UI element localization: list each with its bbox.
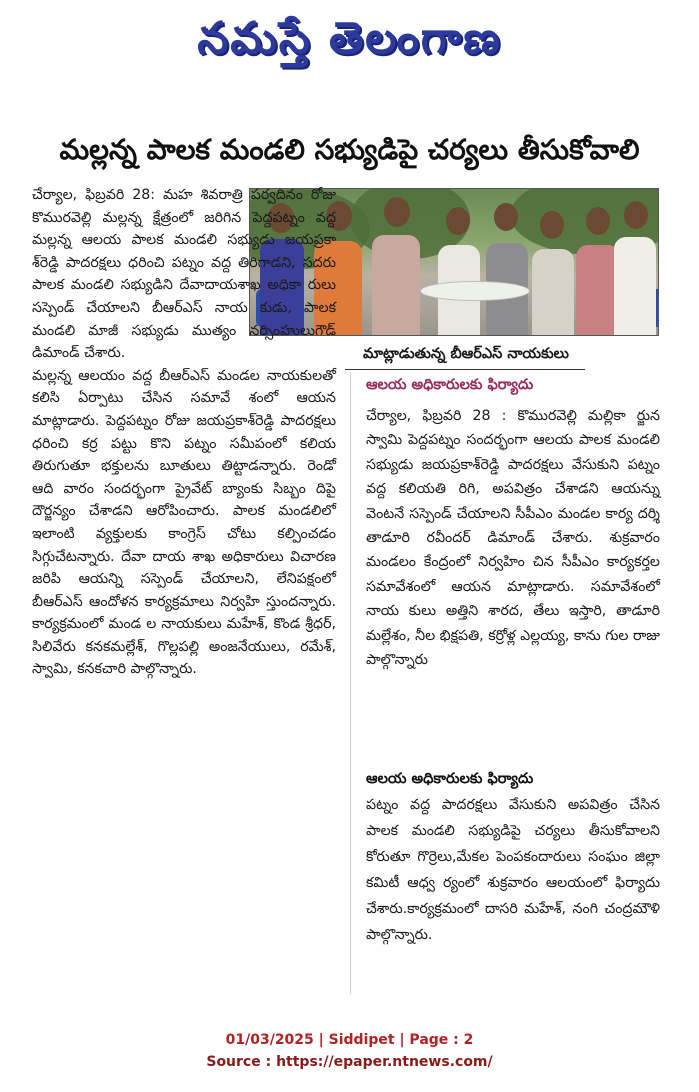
footer-dateline: 01/03/2025 | Siddipet | Page : 2 [225, 1032, 474, 1048]
article-left-column [32, 184, 336, 681]
article-right-column: చేర్యాల, ఫిబ్రవరి 28 : కొమురవెల్లి మల్లికా ర్జున స్వామి పెద్దపట్నం సందర్భంగా ఆలయ పాలక మండలి సభ్యుడు జయప్రకాశ్‌రెడ్డి పాదరక్షలు వేసుకుని పట్నం వద్ద కలియతి రిగి, అపవిత్రం చేశాడని ఆయన్ను వెంటనే సస్పెండ్ చేయాలని సీపీఎం మండల కార్య దర్శి తాడూరి రవీందర్ డిమాండ్ చేశారు. శుక్రవారం మండలం కేంద్రంలో నిర్వహిం చిన సీపీఎం కార్యకర్తల సమావేశంలో ఆయన మాట్లాడారు. సమావేశంలో నాయ కులు అత్తిని శారద, తేలు ఇస్తారి, తాడూరి మల్లేశం, నీల భిక్షపతి, కర్రోళ్ల ఎల్లయ్య, కాను గుల రాజు పాల్గొన్నారు [366, 408, 660, 669]
caption-divider [345, 369, 585, 370]
subhead-complaint-2: ఆలయ అధికారులకు ఫిర్యాదు [366, 771, 534, 787]
photo-caption: మాట్లాడుతున్న బీఆర్‌ఎస్ నాయకులు [363, 346, 569, 362]
subhead-complaint-1: ఆలయ అధికారులకు ఫిర్యాదు [366, 377, 534, 393]
newspaper-masthead: నమస్తే తెలంగాణ [197, 13, 502, 64]
footer-source-link[interactable]: Source : https://epaper.ntnews.com/ [206, 1054, 493, 1070]
column-divider [350, 372, 351, 994]
left-paragraph-1: చేర్యాల, ఫిబ్రవరి 28: మహ శివరాత్రి పర్వదినం రోజు కొమురవెల్లి మల్లన్న క్షేత్రంలో జరిగిన పెద్దపట్నం వద్ద మల్లన్న ఆలయ పాలక మండలి సభ్యుడు జయప్రకా శ్‌రెడ్డి పాదరక్షలు ధరించి పట్నం వద్ద తిరిగాడని, సదరు పాలక మండలి సభ్యుడిని దేవాదాయశాఖ అధికా రులు సస్పెండ్ చేయాలని బీఆర్‌ఎస్ నాయ కుడు, పాలక మండలి మాజీ సభ్యుడు ముత్యం నర్సింహులుగౌడ్ డిమాండ్ చేశారు. [32, 187, 336, 362]
article-right-column-2: పట్నం వద్ద పాదరక్షలు వేసుకుని అపవిత్రం చేసిన పాలక మండలి సభ్యుడిపై చర్యలు తీసుకోవాలని కోరుతూ గొర్రెలు,మేకల పెంపకందారులు సంఘం జిల్లా కమిటీ ఆధ్వ ర్యంలో శుక్రవారం ఆలయంలో ఫిర్యాదు చేశారు.కార్యక్రమంలో దాసరి మహేశ్, నంగి చంద్రమౌళి పాల్గొన్నారు. [366, 797, 660, 943]
article-headline: మల్లన్న పాలక మండలి సభ్యుడిపై చర్యలు తీసుకోవాలి [59, 133, 640, 166]
left-paragraph-2: మల్లన్న ఆలయం వద్ద బీఆర్‌ఎస్ మండల నాయకులతో కలిసి ఏర్పాటు చేసిన సమావే శంలో ఆయన మాట్లాడారు. పెద్దపట్నం రోజు జయప్రకాశ్‌రెడ్డి పాదరక్షలు ధరించి కర్ర పట్టు కొని పట్నం సమీపంలో కలియ తిరుగుతూ భక్తులను బూతులు తిట్టాడన్నారు. రెండో ఆది వారం సందర్భంగా ప్రైవేట్ బ్యాంకు సిబ్బం దిపై దౌర్జన్యం చేశాడని ఆరోపించారు. పాలక మండలిలో ఇలాంటి వ్యక్తులకు కాంగ్రెస్ చోటు కల్పించడం సిగ్గుచేటన్నారు. దేవా దాయ శాఖ అధికారులు విచారణ జరిపి ఆయన్ని సస్పెండ్ చేయాలని, లేనిపక్షంలో బీఆర్‌ఎస్ ఆందోళన కార్యక్రమాలు నిర్వహి స్తుందన్నారు. కార్యక్రమంలో మండ ల నాయకులు మహేశ్, కొండ శ్రీధర్, సిలివేరు కనకమల్లేశ్, గొల్లపల్లి అంజనేయులు, రమేశ్, స్వామి, కనకచారి పాల్గొన్నారు. [32, 367, 336, 678]
